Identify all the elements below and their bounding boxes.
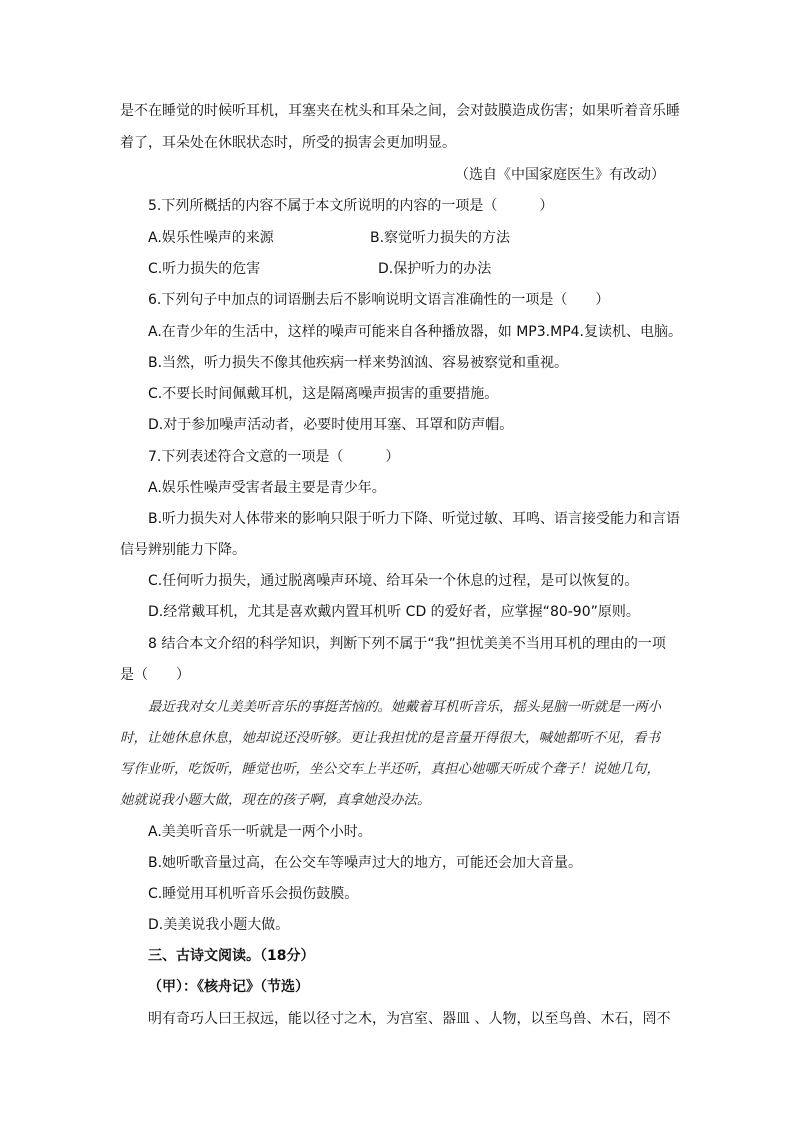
q8-option-a: A.美美听音乐一听就是一两个小时。 [148,824,372,840]
q6-option-a: A.在青少年的生活中，这样的噪声可能来自各种播放器，如 MP3.MP4.复读机、电脑。 [148,324,682,340]
q7-option-d: D.经常戴耳机，尤其是喜欢戴内置耳机听 CD 的爱好者，应掌握“80-90”原则。 [148,604,640,620]
question-8-stem: 8 结合本文介绍的科学知识，判断下列不属于“我”担忧美美不当用耳机的理由的一项 [148,636,666,652]
section-3-title: 三、古诗文阅读。（18分） [148,948,315,964]
handwritten-passage-line: 最近我对女儿美美听音乐的事挺苦恼的。她戴着耳机听音乐，摇头晃脑一听就是一两小 [148,699,661,715]
question-8-stem-cont: 是（ ） [120,667,190,683]
q7-option-b-cont: 信号辨别能力下降。 [120,542,246,558]
handwritten-passage-line: 她就说我小题大做，现在的孩子啊，真拿她没办法。 [120,792,431,808]
section-3-subtitle: （甲）：《核舟记》（节选） [148,979,309,995]
q8-option-d: D.美美说我小题大做。 [148,917,290,933]
q7-option-a: A.娱乐性噪声受害者最主要是青少年。 [148,480,386,496]
q5-option-b: B.察觉听力损失的方法 [370,230,511,246]
q5-option-a: A.娱乐性噪声的来源 [148,230,274,246]
handwritten-passage-line: 时，让她休息休息，她却说还没听够。更让我担忧的是音量开得很大，喊她都听不见，看书 [120,730,660,746]
question-6-stem: 6.下列句子中加点的词语删去后不影响说明文语言准确性的一项是（ ） [148,292,610,308]
handwritten-passage-line: 写作业听，吃饭听，睡觉也听，坐公交车上半还听，真担心她哪天听成个聋子！说她几句， [120,761,660,777]
q5-option-c: C.听力损失的危害 [148,261,261,277]
q5-option-d: D.保护听力的办法 [378,261,492,277]
q6-option-d: D.对于参加噪声活动者，必要时使用耳塞、耳罩和防声帽。 [148,417,514,433]
passage-line: 是不在睡觉的时候听耳机，耳塞夹在枕头和耳朵之间，会对鼓膜造成伤害；如果听着音乐睡 [120,103,680,119]
q7-option-c: C.任何听力损失，通过脱离噪声环境、给耳朵一个休息的过程，是可以恢复的。 [148,573,639,589]
question-7-stem: 7.下列表述符合文意的一项是（ ） [148,449,400,465]
q8-option-b: B.她听歌音量过高，在公交车等噪声过大的地方，可能还会加大音量。 [148,855,583,871]
q6-option-c: C.不要长时间佩戴耳机，这是隔离噪声损害的重要措施。 [148,386,499,402]
q6-option-b: B.当然，听力损失不像其他疾病一样来势汹汹、容易被察觉和重视。 [148,355,569,371]
passage-line: 着了，耳朵处在休眠状态时，所受的损害会更加明显。 [120,135,456,151]
q8-option-c: C.睡觉用耳机听音乐会损伤鼓膜。 [148,886,359,902]
q7-option-b: B.听力损失对人体带来的影响只限于听力下降、听觉过敏、耳鸣、语言接受能力和言语 [148,511,681,527]
section-3-text: 明有奇巧人曰王叔远，能以径寸之木，为宫室、器皿 、人物，以至鸟兽、木石，罔不 [148,1011,671,1027]
passage-source: （选自《中国家庭医生》有改动） [455,167,665,183]
question-5-stem: 5.下列所概括的内容不属于本文所说明的内容的一项是（ ） [148,198,554,214]
